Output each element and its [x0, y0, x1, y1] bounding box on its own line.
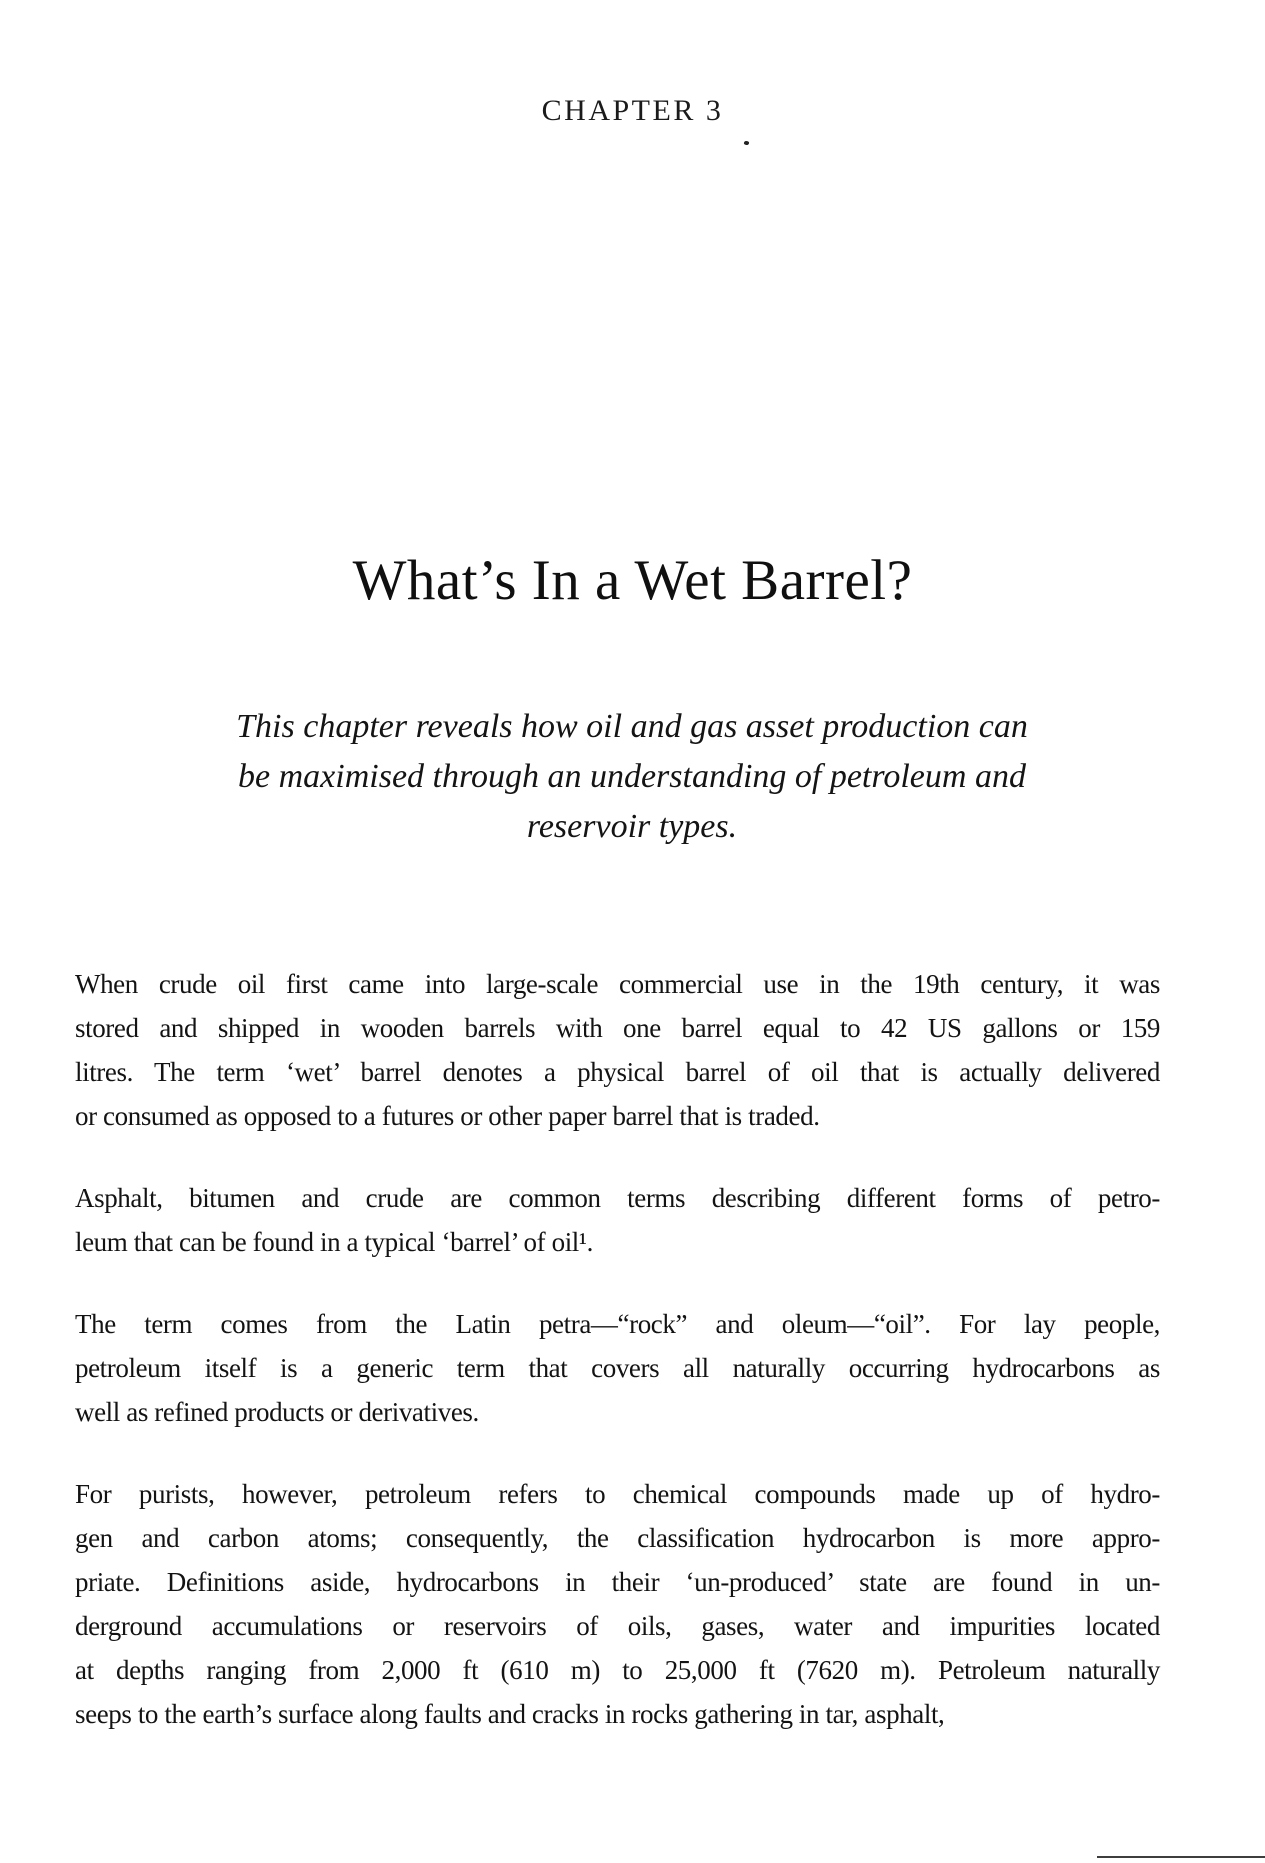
text-line: The term comes from the Latin petra—“rock” and oleum—“oil”. For lay people,: [75, 1309, 1160, 1339]
chapter-label: CHAPTER 3: [541, 94, 724, 127]
paragraph: [75, 1302, 1160, 1434]
epigraph: [132, 702, 1132, 852]
text-line: litres. The term ‘wet’ barrel denotes a physical barrel of oil that is actually delivered: [75, 1057, 1160, 1087]
text-line: When crude oil first came into large-scale commercial use in the 19th century, it was: [75, 969, 1160, 999]
text-line: petroleum itself is a generic term that covers all naturally occurring hydrocarbons as: [75, 1353, 1160, 1383]
text-line: priate. Definitions aside, hydrocarbons in their ‘un-produced’ state are found in un-: [75, 1567, 1160, 1597]
text-line: at depths ranging from 2,000 ft (610 m) to 25,000 ft (7620 m). Petroleum naturally: [75, 1655, 1160, 1685]
text-line: Asphalt, bitumen and crude are common terms describing different forms of petro-: [75, 1183, 1160, 1213]
paragraph: [75, 1472, 1160, 1736]
page-edge-rule: [1097, 1856, 1265, 1858]
paragraph: [75, 1176, 1160, 1264]
epigraph-line: reservoir types.: [526, 808, 738, 845]
text-line: derground accumulations or reservoirs of oils, gases, water and impurities located: [75, 1611, 1160, 1641]
body-text: [75, 962, 1160, 1774]
text-line: For purists, however, petroleum refers to chemical compounds made up of hydro-: [75, 1479, 1160, 1509]
epigraph-line: be maximised through an understanding of petroleum and: [238, 758, 1026, 795]
text-line: stored and shipped in wooden barrels with one barrel equal to 42 US gallons or 159: [75, 1013, 1160, 1043]
epigraph-line: This chapter reveals how oil and gas asset production can: [236, 708, 1028, 745]
paragraph: [75, 962, 1160, 1138]
stray-mark: [744, 140, 750, 145]
page-title: What’s In a Wet Barrel?: [352, 549, 913, 612]
text-line: leum that can be found in a typical ‘barrel’ of oil¹.: [75, 1227, 593, 1257]
text-line: seeps to the earth’s surface along faults and cracks in rocks gathering in tar, asphalt,: [75, 1699, 945, 1729]
text-line: well as refined products or derivatives.: [75, 1397, 479, 1427]
text-line: or consumed as opposed to a futures or other paper barrel that is traded.: [75, 1101, 820, 1131]
text-line: gen and carbon atoms; consequently, the classification hydrocarbon is more appro-: [75, 1523, 1160, 1553]
